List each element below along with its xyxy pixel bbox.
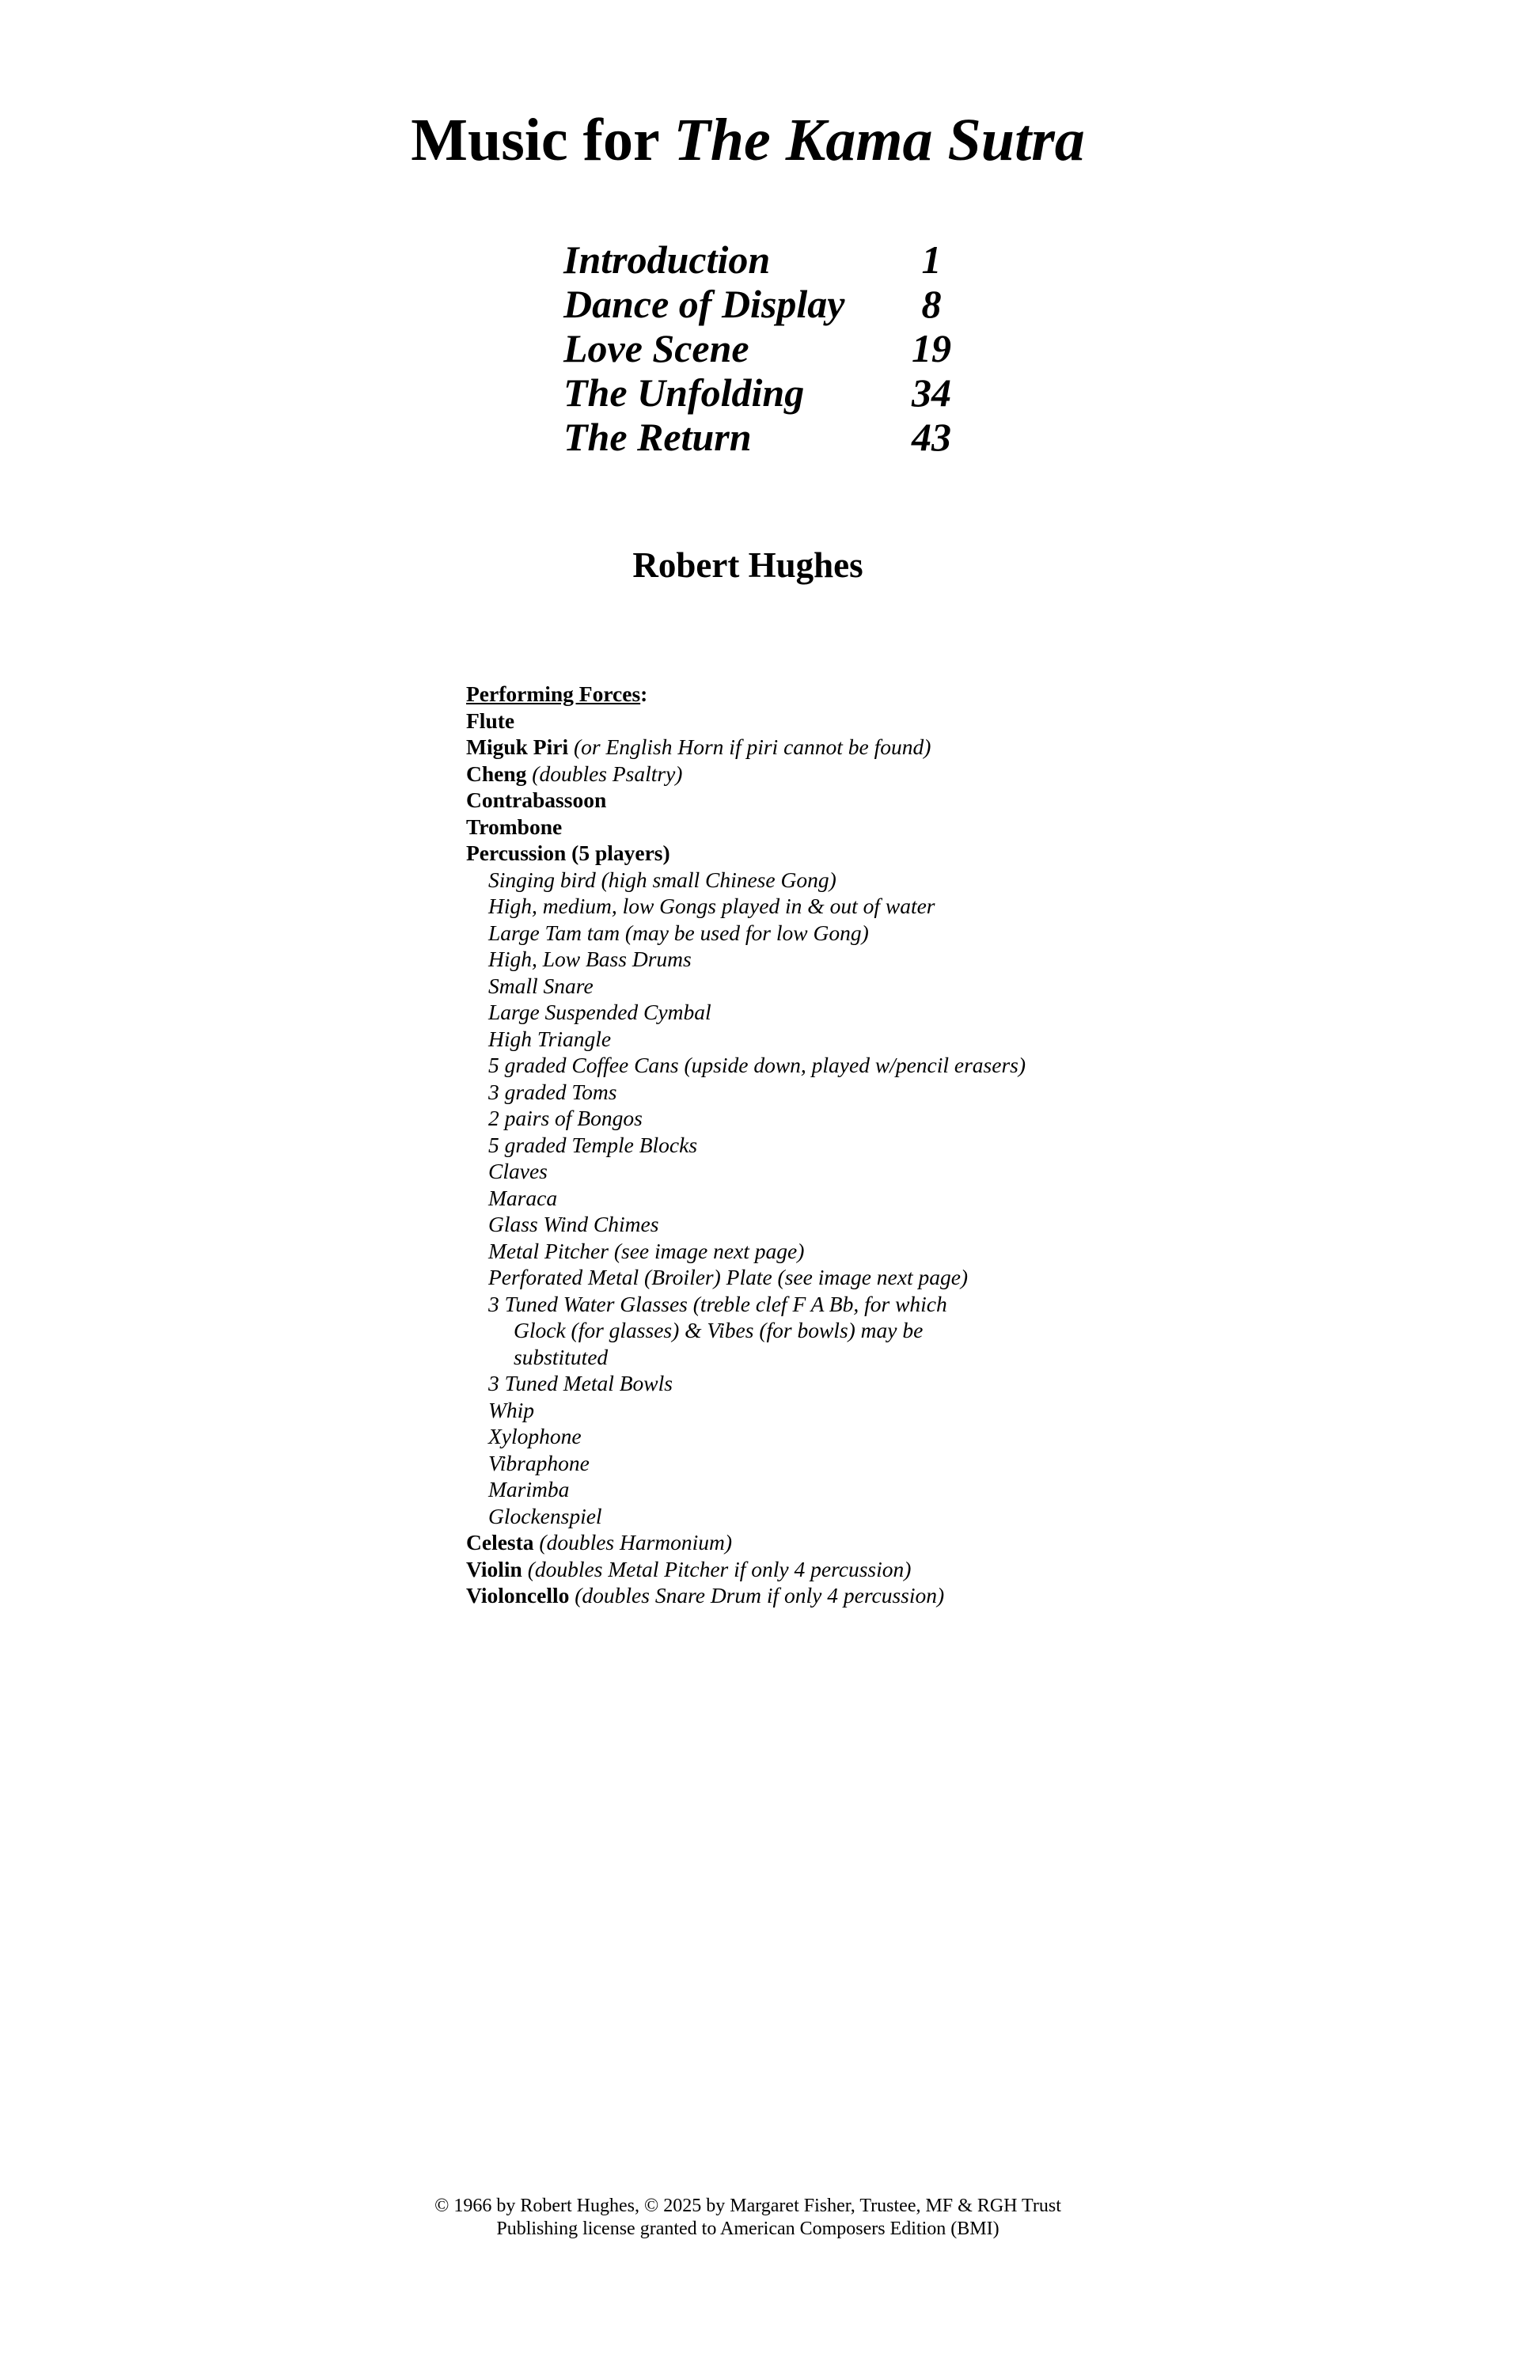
instrument-note: (or English Horn if piri cannot be found) xyxy=(568,734,931,759)
instrument-name: Flute xyxy=(466,708,515,733)
instrument-line xyxy=(466,1582,1026,1609)
movement-page: 43 xyxy=(912,415,951,459)
movement-name: Dance of Display xyxy=(563,282,845,326)
percussion-item: 3 graded Toms xyxy=(488,1079,617,1104)
percussion-item: 2 pairs of Bongos xyxy=(488,1106,643,1130)
percussion-item: Perforated Metal (Broiler) Plate (see image next page) xyxy=(488,1265,969,1289)
movement-name: Love Scene xyxy=(563,326,749,370)
percussion-item: Maraca xyxy=(488,1185,558,1210)
percussion-item: 3 Tuned Metal Bowls xyxy=(488,1371,673,1395)
movement-page: 8 xyxy=(921,282,942,326)
instrument-line xyxy=(466,814,1026,841)
percussion-item: 5 graded Coffee Cans (upside down, played w/pencil erasers) xyxy=(488,1053,1026,1077)
page-title xyxy=(0,104,1496,176)
percussion-item: Claves xyxy=(488,1159,548,1183)
instrument-line xyxy=(466,840,1026,867)
forces-heading-colon: : xyxy=(640,681,648,706)
percussion-item: Large Suspended Cymbal xyxy=(488,1000,711,1024)
percussion-item: High, medium, low Gongs played in & out of water xyxy=(488,894,935,918)
movement-name: The Return xyxy=(563,415,752,459)
percussion-item: Singing bird (high small Chinese Gong) xyxy=(488,867,836,892)
percussion-item: High Triangle xyxy=(488,1026,612,1051)
contents-row xyxy=(563,237,963,282)
title-prefix: Music for xyxy=(411,107,674,173)
instrument-note: (doubles Snare Drum if only 4 percussion) xyxy=(569,1583,945,1608)
copyright-notice xyxy=(0,2195,1496,2241)
percussion-item: Metal Pitcher (see image next page) xyxy=(488,1238,805,1263)
composer-name: Robert Hughes xyxy=(632,545,863,585)
percussion-item: 5 graded Temple Blocks xyxy=(488,1132,698,1157)
movement-page: 34 xyxy=(912,370,951,415)
movement-name: Introduction xyxy=(563,237,771,282)
instrument-line xyxy=(466,1556,1026,1583)
percussion-item: Whip xyxy=(488,1397,535,1422)
instrument-line xyxy=(466,708,1026,734)
instrument-name: Miguk Piri xyxy=(466,734,569,759)
instrument-note: (doubles Metal Pitcher if only 4 percussion) xyxy=(522,1556,912,1581)
instrument-note: (doubles Harmonium) xyxy=(533,1530,733,1554)
instrument-line xyxy=(466,734,1026,761)
percussion-item: Glockenspiel xyxy=(488,1503,602,1528)
percussion-item: Glass Wind Chimes xyxy=(488,1212,659,1236)
forces-heading xyxy=(466,681,1026,708)
percussion-item: High, Low Bass Drums xyxy=(488,947,692,971)
instrument-name: Contrabassoon xyxy=(466,788,607,812)
percussion-item: Marimba xyxy=(488,1477,570,1501)
license-line: Publishing license granted to American Composers Edition (BMI) xyxy=(496,2219,999,2239)
instrument-name: Violin xyxy=(466,1556,522,1581)
table-of-contents xyxy=(563,237,963,459)
instrument-name: Trombone xyxy=(466,814,563,839)
instrument-line xyxy=(466,761,1026,788)
instrument-name: Cheng xyxy=(466,761,527,786)
percussion-item: Small Snare xyxy=(488,973,594,998)
contents-row xyxy=(563,282,963,326)
percussion-item-continued: substituted xyxy=(514,1344,609,1369)
percussion-item: 3 Tuned Water Glasses (treble clef F A Bb, for which xyxy=(488,1291,947,1316)
forces-heading-text: Performing Forces xyxy=(466,681,641,706)
contents-row xyxy=(563,415,963,459)
instrument-note: (doubles Psaltry) xyxy=(526,761,683,786)
percussion-item-continued: Glock (for glasses) & Vibes (for bowls) may be xyxy=(514,1318,924,1342)
movement-page: 1 xyxy=(921,237,942,282)
instrument-name: Percussion (5 players) xyxy=(466,841,670,865)
contents-row xyxy=(563,370,963,415)
contents-row xyxy=(563,326,963,370)
percussion-item: Large Tam tam (may be used for low Gong) xyxy=(488,920,869,945)
instrument-name: Violoncello xyxy=(466,1583,570,1608)
movement-name: The Unfolding xyxy=(563,370,805,415)
instrument-line xyxy=(466,1529,1026,1556)
instrument-line xyxy=(466,787,1026,814)
title-work: The Kama Sutra xyxy=(673,107,1085,173)
performing-forces xyxy=(466,681,1026,1609)
instrument-name: Celesta xyxy=(466,1530,534,1554)
copyright-line: © 1966 by Robert Hughes, © 2025 by Margaret Fisher, Trustee, MF & RGH Trust xyxy=(434,2196,1061,2216)
percussion-item: Vibraphone xyxy=(488,1450,590,1475)
movement-page: 19 xyxy=(912,326,951,370)
percussion-item: Xylophone xyxy=(488,1424,582,1448)
